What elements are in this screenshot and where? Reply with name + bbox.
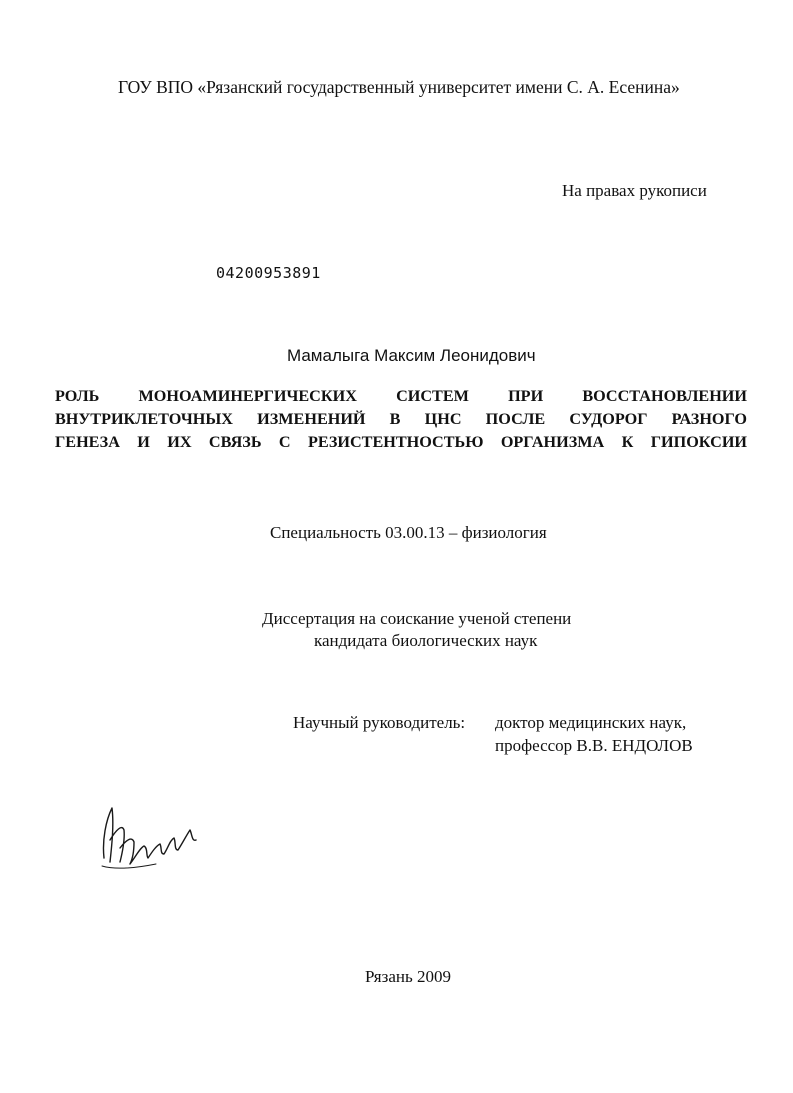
rights-note: На правах рукописи (562, 181, 707, 200)
city-year: Рязань 2009 (365, 967, 451, 986)
dissertation-title (55, 385, 747, 454)
title-line-3: ГЕНЕЗА И ИХ СВЯЗЬ С РЕЗИСТЕНТНОСТЬЮ ОРГАНИЗМА К ГИПОКСИИ (55, 433, 747, 451)
catalog-number: 04200953891 (216, 264, 321, 282)
specialty: Специальность 03.00.13 – физиология (270, 523, 547, 542)
advisor-label: Научный руководитель: (293, 713, 466, 732)
handwritten-signature (96, 800, 206, 875)
institution-name: ГОУ ВПО «Рязанский государственный университет имени С. А. Есенина» (118, 77, 680, 97)
author-name: Мамалыга Максим Леонидович (287, 346, 536, 365)
advisor-name: профессор В.В. ЕНДОЛОВ (495, 736, 693, 755)
dissertation-degree-line-2: кандидата биологических наук (314, 631, 538, 650)
dissertation-degree-line-1: Диссертация на соискание ученой степени (262, 609, 572, 628)
title-line-2: ВНУТРИКЛЕТОЧНЫХ ИЗМЕНЕНИЙ В ЦНС ПОСЛЕ СУДОРОГ РАЗНОГО (55, 410, 747, 428)
advisor-degree: доктор медицинских наук, (495, 713, 687, 732)
title-line-1: РОЛЬ МОНОАМИНЕРГИЧЕСКИХ СИСТЕМ ПРИ ВОССТАНОВЛЕНИИ (55, 387, 747, 405)
